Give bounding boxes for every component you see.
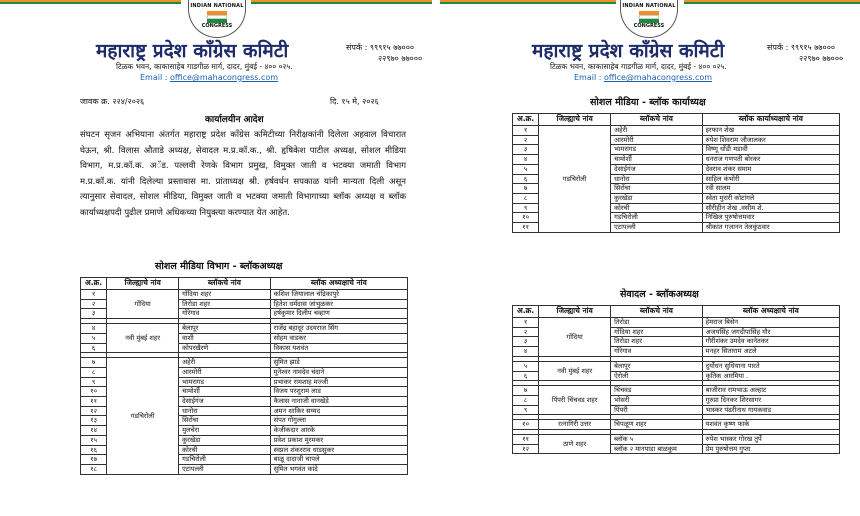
name-cell: मुनेश्वर नामदेव चंदाने bbox=[270, 367, 407, 377]
table-row bbox=[513, 361, 840, 371]
block-cell: गोरेगाव bbox=[611, 347, 703, 357]
serial-cell: १८ bbox=[81, 464, 107, 474]
table-row bbox=[513, 420, 840, 430]
logo-bottom-text: CONGRESS bbox=[633, 23, 665, 29]
name-cell: सौरीहीन शेख .वसीम शे. bbox=[702, 203, 839, 213]
block-cell: गोंदिया शहर bbox=[611, 327, 703, 337]
tricolor-stripe-left bbox=[440, 0, 616, 4]
column-header-working_president: ब्लॉक कार्याध्यक्षाचे नांव bbox=[702, 114, 839, 126]
serial-cell: २ bbox=[81, 299, 107, 309]
address: टिळक भवन, काकासाहेब गाडगीळ मार्ग, दादर, मुंबई - ४०० ०२५. bbox=[550, 62, 727, 71]
serial-cell: ११ bbox=[513, 223, 539, 233]
table1-title: सोशल मीडिया विभाग - ब्लॉकअध्यक्ष bbox=[155, 261, 283, 272]
serial-cell: ४ bbox=[81, 324, 107, 334]
district-cell: नवी मुंबई शहर bbox=[539, 361, 611, 380]
order-paragraph: संघटन सृजन अभियाना अंतर्गत महाराष्ट्र प्रदेश काँग्रेस कमिटीच्या निरीक्षकांनी दिलेला अहवाल विचारात घेऊन, श्री. विलास औताडे अध्यक्ष, सेवादल म.प्र.कॉ.क., श्री. हृषिकेश पाटील अध्यक्ष, सोशल मीडिया विभाग, म.प्र.कॉ.क. अॅड. पल्लवी रेणके विभाग प्रमुख, विमुक्त जाती व भटक्या जमाती विभाग म.प्र.कॉ.क. यांनी दिलेल्या प्रस्तावास मा. प्रांताध्यक्ष श्री. हर्षवर्धन सपकाळ यांनी मान्यता दिली असून त्यानुसार सेवादल, सोशल मीडिया, विमुक्त जाती व भटक्या जमाती विभागाच्या ब्लॉक अध्यक्ष व ब्लॉक कार्याध्यक्षपदी पुढील प्रमाणे अधिकच्या नियुक्त्या करण्यात येत आहेत. bbox=[80, 130, 406, 218]
flag-icon bbox=[639, 11, 659, 23]
name-cell: स्वेता मुरारी कोटांगले bbox=[702, 193, 839, 203]
serial-cell: १ bbox=[81, 290, 107, 300]
serial-cell: १७ bbox=[81, 455, 107, 465]
block-cell: सिरोंचा bbox=[179, 416, 271, 426]
block-cell: कुरखेडा bbox=[611, 193, 703, 203]
contact-label: संपर्क : bbox=[767, 43, 789, 52]
phone-1: ९९९१५ ७७००० bbox=[369, 43, 415, 52]
name-cell: विकास यशवंत bbox=[270, 343, 407, 353]
block-cell: कुरखेडा bbox=[179, 435, 271, 445]
column-header-president: ब्लॉक अध्यक्षाचे नांव bbox=[270, 278, 407, 290]
serial-cell: ९ bbox=[81, 377, 107, 387]
block-cell: कोरची bbox=[179, 445, 271, 455]
social-media-block-presidents-table bbox=[80, 277, 408, 475]
page-gap bbox=[432, 0, 440, 516]
contact-label: संपर्क : bbox=[346, 43, 368, 52]
serial-cell: २ bbox=[513, 135, 539, 145]
serial-cell: ९ bbox=[513, 405, 539, 415]
district-cell: रत्नागिरी उत्तर bbox=[539, 420, 611, 430]
contact-block bbox=[767, 42, 843, 64]
serial-cell: ५ bbox=[513, 361, 539, 371]
org-name: महाराष्ट्र प्रदेश काँग्रेस कमिटी bbox=[532, 40, 725, 62]
block-cell: गोंदिया शहर bbox=[179, 290, 271, 300]
phone-1: ९९९१५ ७७००० bbox=[790, 43, 836, 52]
serial-cell: ३ bbox=[81, 309, 107, 319]
column-header-sr: अ.क्र. bbox=[513, 114, 539, 126]
name-cell: कृतिक आरमिया . bbox=[702, 371, 839, 381]
serial-cell: ४ bbox=[513, 347, 539, 357]
serial-cell: ३ bbox=[513, 337, 539, 347]
serial-cell: १२ bbox=[81, 406, 107, 416]
name-cell: मनहर सिताराम अटले bbox=[702, 347, 839, 357]
district-cell: गडचिरोली bbox=[107, 358, 179, 474]
reference-number: जावक क्र. २२४/२०२६ bbox=[80, 97, 145, 106]
name-cell: साहिल कंभोरी bbox=[702, 174, 839, 184]
serial-cell: ८ bbox=[513, 193, 539, 203]
name-cell: विजय परशुराम लाड bbox=[270, 387, 407, 397]
table-row bbox=[513, 386, 840, 396]
block-cell: भामरागड bbox=[179, 377, 271, 387]
name-cell: अजयसिंह जगदीपासिंह गौर bbox=[702, 327, 839, 337]
address: टिळक भवन, काकासाहेब गाडगीळ मार्ग, दादर, मुंबई - ४०० ०२५. bbox=[116, 62, 293, 71]
block-cell: आरमोरी bbox=[611, 135, 703, 145]
serial-cell: ९ bbox=[513, 203, 539, 213]
block-cell: एटापल्ली bbox=[611, 223, 703, 233]
letter-date: दि. १५ मे, २०२६ bbox=[330, 97, 379, 106]
name-cell: रवी सालम bbox=[702, 184, 839, 194]
email-line bbox=[140, 73, 278, 82]
tricolor-stripe-right bbox=[251, 0, 432, 4]
phone-2: २२९७० ७७००० bbox=[799, 54, 844, 63]
block-cell: भामरागड bbox=[611, 145, 703, 155]
table3-title: सेवादल - ब्लॉकअध्यक्ष bbox=[620, 289, 699, 300]
name-cell: अमन शाकिर सय्यद bbox=[270, 406, 407, 416]
email-label: Email : bbox=[140, 73, 170, 82]
name-cell: हर्षकुमार दिलीप चव्हाण bbox=[270, 309, 407, 319]
name-cell: देवराव शंकर समाम bbox=[702, 164, 839, 174]
tricolor-stripe-left bbox=[0, 0, 181, 4]
name-cell: प्रवेश प्रकाश मुरमकर bbox=[270, 435, 407, 445]
serial-cell: १५ bbox=[81, 435, 107, 445]
serial-cell: १ bbox=[513, 318, 539, 328]
name-cell: केजीकदार आरके bbox=[270, 426, 407, 436]
email-link[interactable]: office@mahacongress.com bbox=[603, 73, 713, 82]
congress-logo bbox=[620, 0, 678, 38]
district-cell: गोंदिया bbox=[107, 290, 179, 319]
serial-cell: १० bbox=[81, 387, 107, 397]
serial-cell: ६ bbox=[81, 343, 107, 353]
serial-cell: ४ bbox=[513, 155, 539, 165]
column-header-block: ब्लॉकचे नांव bbox=[611, 114, 703, 126]
name-cell: दुर्योधन सुधियाना पारते bbox=[702, 361, 839, 371]
block-cell: मुलचेरा bbox=[179, 426, 271, 436]
name-cell: कैलास नानाजी वानखेडे bbox=[270, 397, 407, 407]
serial-cell: १२ bbox=[513, 444, 539, 454]
logo-top-text: INDIAN NATIONAL bbox=[190, 3, 244, 9]
table-row bbox=[81, 290, 408, 300]
name-cell: सुमित भगवंत कांदे bbox=[270, 464, 407, 474]
flag-icon bbox=[207, 11, 227, 23]
block-cell: भोसरी bbox=[611, 395, 703, 405]
serial-cell: १ bbox=[513, 126, 539, 136]
serial-cell: ५ bbox=[81, 333, 107, 343]
block-cell: ऐरोली bbox=[611, 371, 703, 381]
serial-cell: ५ bbox=[513, 164, 539, 174]
order-page-right bbox=[440, 0, 860, 516]
table-row bbox=[513, 126, 840, 136]
name-cell: बाजीराव रामभाऊ अल्हाट bbox=[702, 386, 839, 396]
column-header-president: ब्लॉक अध्यक्षाचे नांव bbox=[702, 306, 839, 318]
tricolor-stripe-right bbox=[684, 0, 860, 4]
social-media-block-working-presidents-table bbox=[512, 113, 840, 233]
serial-cell: ६ bbox=[513, 371, 539, 381]
table-row bbox=[513, 318, 840, 328]
column-header-district: जिल्ह्याचे नांव bbox=[539, 306, 611, 318]
column-header-district: जिल्ह्याचे नांव bbox=[539, 114, 611, 126]
column-header-block: ब्लॉकचे नांव bbox=[611, 306, 703, 318]
block-cell: तिरोडा शहर bbox=[611, 337, 703, 347]
name-cell: स्वप्नल शंकरराव धाडसुकर bbox=[270, 445, 407, 455]
name-cell: राजेंद्र बहादूर उदयराज सिंग bbox=[270, 324, 407, 334]
block-cell: गोरेगाव bbox=[179, 309, 271, 319]
block-cell: अहेरी bbox=[179, 358, 271, 368]
congress-logo bbox=[188, 0, 246, 38]
serial-cell: ६ bbox=[513, 174, 539, 184]
email-line bbox=[574, 73, 712, 82]
district-cell: ठाणे शहर bbox=[539, 435, 611, 454]
table-row bbox=[513, 435, 840, 445]
serial-cell: १३ bbox=[81, 416, 107, 426]
contact-block bbox=[346, 42, 422, 64]
block-cell: कोपरखैरणे bbox=[179, 343, 271, 353]
block-cell: तिरोडा शहर bbox=[179, 299, 271, 309]
name-cell: इरफान शेख bbox=[702, 126, 839, 136]
name-cell: रुपेश भास्कर गोरख तुर्पे bbox=[702, 435, 839, 445]
name-cell: रुपेश शिवराम जौजालकर bbox=[702, 135, 839, 145]
name-cell: हितेश धर्मदास जांभुळकर bbox=[270, 299, 407, 309]
block-cell: चामोर्शी bbox=[179, 387, 271, 397]
column-header-sr: अ.क्र. bbox=[81, 278, 107, 290]
serial-cell: ७ bbox=[513, 386, 539, 396]
name-cell: विष्णू धोंडी मडावी bbox=[702, 145, 839, 155]
block-cell: चामोर्शी bbox=[611, 155, 703, 165]
serial-cell: २ bbox=[513, 327, 539, 337]
block-cell: अहेरी bbox=[611, 126, 703, 136]
serial-cell: ७ bbox=[81, 358, 107, 368]
serial-cell: ८ bbox=[81, 367, 107, 377]
logo-bottom-text: CONGRESS bbox=[201, 23, 233, 29]
name-cell: भास्कर पंढरीनाथ गायकवाड bbox=[702, 405, 839, 415]
column-header-sr: अ.क्र. bbox=[513, 306, 539, 318]
name-cell: कशिश जियालाल चंद्रिकापुरे bbox=[270, 290, 407, 300]
column-header-district: जिल्ह्याचे नांव bbox=[107, 278, 179, 290]
name-cell: यशवंत कृष्ण फाके bbox=[702, 420, 839, 430]
serial-cell: ७ bbox=[513, 184, 539, 194]
serial-cell: १० bbox=[513, 213, 539, 223]
district-cell: गोंदिया bbox=[539, 318, 611, 357]
block-cell: ब्लॉक ५ bbox=[611, 435, 703, 445]
block-cell: चिंचवड bbox=[611, 386, 703, 396]
block-cell: एटापल्ली bbox=[179, 464, 271, 474]
block-cell: गडचिरोली bbox=[611, 213, 703, 223]
block-cell: बेलापूर bbox=[179, 324, 271, 334]
serial-cell: १० bbox=[513, 420, 539, 430]
org-name: महाराष्ट्र प्रदेश काँग्रेस कमिटी bbox=[96, 40, 289, 62]
name-cell: संपत गोगुल्ला bbox=[270, 416, 407, 426]
name-cell: प्रभाकर रामशाह मज्जी bbox=[270, 377, 407, 387]
table-header-row bbox=[513, 306, 840, 318]
block-cell: चिपळूण शहर bbox=[611, 420, 703, 430]
serial-cell: १६ bbox=[81, 445, 107, 455]
name-cell: निखिल पुरुषोत्तमवार bbox=[702, 213, 839, 223]
name-cell: सुमित झाडे bbox=[270, 358, 407, 368]
table-header-row bbox=[81, 278, 408, 290]
serial-cell: ८ bbox=[513, 395, 539, 405]
block-cell: पिंपरी bbox=[611, 405, 703, 415]
logo-top-text: INDIAN NATIONAL bbox=[622, 3, 676, 9]
table-row bbox=[81, 324, 408, 334]
name-cell: गौरीशंकर उमदेव कानेतकर bbox=[702, 337, 839, 347]
block-cell: वाशी bbox=[179, 333, 271, 343]
email-link[interactable]: office@mahacongress.com bbox=[169, 73, 279, 82]
block-cell: गडचिरोली bbox=[179, 455, 271, 465]
name-cell: धनराज गणपती बोरकर bbox=[702, 155, 839, 165]
serial-cell: ३ bbox=[513, 145, 539, 155]
block-cell: देसाईगंज bbox=[611, 164, 703, 174]
phone-2: २२९७० ७७००० bbox=[378, 54, 423, 63]
email-label: Email : bbox=[574, 73, 604, 82]
block-cell: बेलापूर bbox=[611, 361, 703, 371]
name-cell: श्रीकांत गजानन तेलकुंठवार bbox=[702, 223, 839, 233]
serial-cell: ११ bbox=[81, 397, 107, 407]
district-cell: गडचिरोली bbox=[539, 126, 611, 233]
serial-cell: ११ bbox=[513, 435, 539, 445]
order-title: कार्यालयीन आदेश bbox=[205, 115, 264, 125]
block-cell: सिरोंचा bbox=[611, 184, 703, 194]
name-cell: सोहम वाडकर bbox=[270, 333, 407, 343]
block-cell: ब्लॉक २ मानपाडा बाळकुम bbox=[611, 444, 703, 454]
name-cell: हेमराज बिसेन bbox=[702, 318, 839, 328]
table-row bbox=[81, 358, 408, 368]
table2-title: सोशल मीडिया - ब्लॉक कार्याध्यक्ष bbox=[590, 97, 706, 108]
block-cell: आरमोरी bbox=[179, 367, 271, 377]
district-cell: नवी मुंबई शहर bbox=[107, 324, 179, 353]
block-cell: कोरची bbox=[611, 203, 703, 213]
name-cell: बाळू दादाजी चापले bbox=[270, 455, 407, 465]
name-cell: प्रेम पुरुषोत्तम गुप्ता bbox=[702, 444, 839, 454]
block-cell: धानोरा bbox=[611, 174, 703, 184]
block-cell: तिरोडा bbox=[611, 318, 703, 328]
block-cell: धानोरा bbox=[179, 406, 271, 416]
column-header-block: ब्लॉकचे नांव bbox=[179, 278, 271, 290]
serial-cell: १४ bbox=[81, 426, 107, 436]
district-cell: पिंपरी चिंचवड शहर bbox=[539, 386, 611, 415]
name-cell: गुरुप्रा दिनकर शिरसागर bbox=[702, 395, 839, 405]
table-header-row bbox=[513, 114, 840, 126]
sevadal-block-presidents-table bbox=[512, 305, 840, 454]
block-cell: देसाईगंज bbox=[179, 397, 271, 407]
